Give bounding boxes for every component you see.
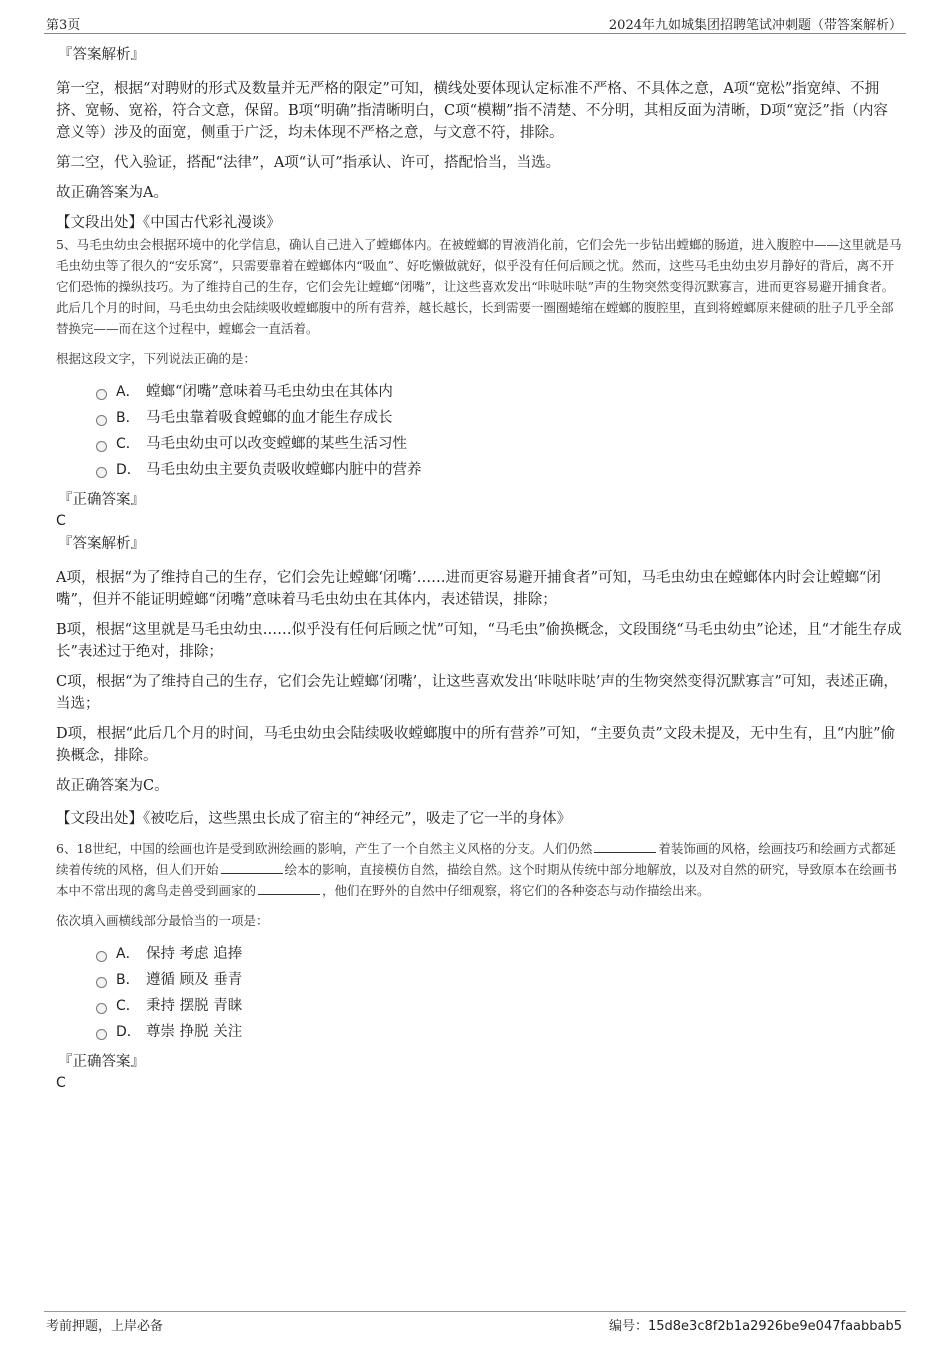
blank-1: [594, 839, 656, 853]
radio-icon[interactable]: [96, 415, 107, 426]
q4-analysis-para1: 第一空，根据“对聘财的形式及数量并无严格的限定”可知，横线处要体现认定标准不严格、不具体之意，A项“宽松”指宽绰、不拥挤、宽畅、宽裕，符合文意，保留。B项“明确”指清晰明白，C项“模糊”指不清楚、不分明，其相反面为清晰，D项“宽泛”指（内容意义等）涉及的面宽，侧重于广泛，均未体现不严格之意，与文意不符，排除。: [56, 81, 888, 141]
q5-analysis-a: A项，根据“为了维持自己的生存，它们会先让螳螂‘闭嘴’……进而更容易避开捕食者”可知，马毛虫幼虫在螳螂体内时会让螳螂“闭嘴”，但并不能证明螳螂“闭嘴”意味着马毛虫幼虫在其体内，表述错误，排除；: [56, 570, 881, 608]
q4-source: 【文段出处】《中国古代彩礼漫谈》: [56, 215, 281, 231]
radio-icon[interactable]: [96, 441, 107, 452]
radio-icon[interactable]: [96, 1003, 107, 1014]
q6-options: [96, 941, 902, 1045]
q5-option-a[interactable]: A． 螳螂“闭嘴”意味着马毛虫幼虫在其体内: [96, 379, 902, 405]
blank-3: [258, 881, 320, 895]
q6-prompt: 依次填入画横线部分最恰当的一项是：: [56, 913, 269, 928]
q5-conclusion: 故正确答案为C。: [56, 778, 169, 794]
radio-icon[interactable]: [96, 1029, 107, 1040]
q5-options: [96, 379, 902, 483]
radio-icon[interactable]: [96, 951, 107, 962]
page-number: 第3页: [46, 18, 81, 33]
radio-icon[interactable]: [96, 977, 107, 988]
q6-option-a[interactable]: A． 保持 考虑 追捧: [96, 941, 902, 967]
radio-icon[interactable]: [96, 389, 107, 400]
q6-option-d[interactable]: D． 尊崇 挣脱 关注: [96, 1019, 902, 1045]
q6-text: 6、18世纪，中国的绘画也许是受到欧洲绘画的影响，产生了一个自然主义风格的分支。人们仍然 着装饰画的风格，绘画技巧和绘画方式都延续着传统的风格，但人们开始 绘本的影响，直接模仿自然，描绘自然。这个时期从传统中部分地解放，以及对自然的研究，导致原本在绘画书本中不常出现的禽鸟走兽受到画家的 ，他们在野外的自然中仔细观察，将它们的各种姿态与动作描绘出来。: [56, 841, 898, 898]
document-title: 2024年九如城集团招聘笔试冲刺题（带答案解析）: [608, 18, 902, 33]
q6-option-b[interactable]: B． 遵循 顾及 垂青: [96, 967, 902, 993]
q4-analysis-para2: 第二空，代入验证，搭配“法律”，A项“认可”指承认、许可，搭配恰当，当选。: [56, 155, 561, 171]
document-body: [56, 44, 902, 1093]
q5-analysis-c: C项，根据“为了维持自己的生存，它们会先让螳螂‘闭嘴’，让这些喜欢发出‘咔哒咔哒’声的生物突然变得沉默寡言”可知，表述正确，当选；: [56, 674, 898, 712]
footer-code: 编号：15d8e3c8f2b1a2926be9e047faabbab5: [608, 1319, 902, 1334]
q6-option-c[interactable]: C． 秉持 摆脱 青睐: [96, 993, 902, 1019]
q5-prompt: 根据这段文字，下列说法正确的是：: [56, 351, 257, 366]
q5-text: 5、马毛虫幼虫会根据环境中的化学信息，确认自己进入了螳螂体内。在被螳螂的胃液消化前，它们会先一步钻出螳螂的肠道，进入腹腔中——这里就是马毛虫幼虫等了很久的“安乐窝”，只需要靠着在螳螂体内“吸血”、好吃懒做就好，似乎没有任何后顾之忧。然而，这些马毛虫幼虫岁月静好的背后，离不开它们恐怖的操纵技巧。为了维持自己的生存，它们会先让螳螂“闭嘴”，让这些喜欢发出“咔哒咔哒”声的生物突然变得沉默寡言，进而更容易避开捕食者。此后几个月的时间，马毛虫幼虫会陆续吸收螳螂腹中的所有营养，越长越长，长到需要一圈圈蜷缩在螳螂的腹腔里，直到将螳螂原来健硕的肚子几乎全部替换完——而在这个过程中，螳螂会一直活着。: [56, 237, 902, 336]
q5-option-d[interactable]: D． 马毛虫幼虫主要负责吸收螳螂内脏中的营养: [96, 457, 902, 483]
q5-option-b[interactable]: B． 马毛虫靠着吸食螳螂的血才能生存成长: [96, 405, 902, 431]
page-header: [44, 13, 906, 34]
q5-option-c[interactable]: C． 马毛虫幼虫可以改变螳螂的某些生活习性: [96, 431, 902, 457]
radio-icon[interactable]: [96, 467, 107, 478]
page-footer: [44, 1311, 906, 1333]
q6-answer: C: [56, 1075, 66, 1091]
q4-conclusion: 故正确答案为A。: [56, 185, 168, 201]
q5-analysis-d: D项，根据“此后几个月的时间，马毛虫幼虫会陆续吸收螳螂腹中的所有营养”可知，“主要负责”文段未提及，无中生有，且“内脏”偷换概念，排除。: [56, 726, 896, 764]
q5-analysis-b: B项，根据“这里就是马毛虫幼虫……似乎没有任何后顾之忧”可知，“马毛虫”偷换概念，文段围绕“马毛虫幼虫”论述，且“才能生存成长”表述过于绝对，排除；: [56, 622, 902, 660]
footer-slogan: 考前押题，上岸必备: [46, 1319, 164, 1334]
q5-answer: C: [56, 513, 66, 529]
q5-source: 【文段出处】《被吃后，这些黑虫长成了宿主的“神经元”，吸走了它一半的身体》: [56, 811, 572, 827]
q4-analysis-label: 『答案解析』: [58, 47, 145, 63]
q5-analysis-label: 『答案解析』: [58, 536, 145, 552]
blank-2: [221, 860, 283, 874]
q5-answer-label: 『正确答案』: [58, 492, 145, 508]
q6-answer-label: 『正确答案』: [58, 1054, 145, 1070]
